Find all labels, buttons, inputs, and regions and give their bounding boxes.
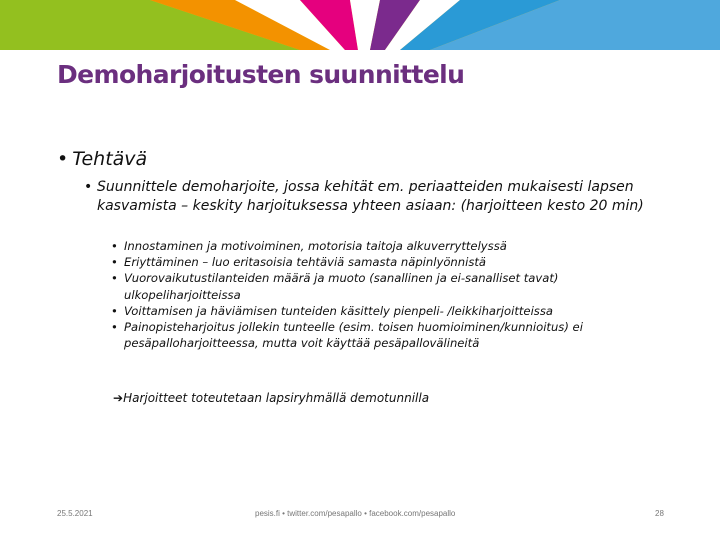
list-item-text: Eriyttäminen – luo eritasoisia tehtäviä samasta näpinlyönnistä (124, 255, 487, 270)
bullet-marker: • (111, 271, 118, 286)
footer-links: pesis.fi • twitter.com/pesapallo • facebook.com/pesapallo (255, 509, 456, 518)
bullet-marker: • (111, 239, 118, 253)
list-item (111, 238, 631, 254)
footer-date: 25.5.2021 (57, 509, 93, 518)
conclusion-text: Harjoitteet toteutetaan lapsiryhmällä demotunnilla (123, 391, 430, 405)
bullet-marker: • (84, 179, 93, 195)
bullet-level1 (57, 148, 147, 170)
list-item (111, 319, 631, 351)
list-item-text: Innostaminen ja motivoiminen, motorisia taitoja alkuverryttelyssä (124, 239, 507, 253)
list-item-text: Vuorovaikutustilanteiden määrä ja muoto (sanallinen ja ei-sanalliset tavat) ulkopeliharjoitteissa (124, 271, 559, 302)
slide-title: Demoharjoitusten suunnittelu (57, 60, 465, 89)
list-item (111, 270, 631, 302)
bullet-marker: • (57, 148, 69, 170)
arrow-right-icon: ➔ (113, 391, 124, 405)
bullet-marker: • (111, 303, 118, 318)
footer-page-number: 28 (655, 509, 664, 518)
bullet-level3-list (111, 238, 631, 351)
list-item (111, 303, 631, 319)
bullet-level1-text: Tehtävä (72, 148, 148, 170)
bullet-marker: • (111, 320, 118, 335)
bullet-level2 (84, 178, 644, 216)
bullet-marker: • (111, 255, 118, 270)
bullet-level2-text: Suunnittele demoharjoite, jossa kehität em. periaatteiden mukaisesti lapsen kasvamista – keskity harjoituksessa yhteen asiaan: (harjoitteen kesto 20 min) (97, 179, 644, 214)
list-item (111, 254, 631, 270)
conclusion-line (113, 391, 429, 405)
list-item-text: Voittamisen ja häviämisen tunteiden käsittely pienpeli- /leikkiharjoitteissa (124, 303, 553, 318)
list-item-text: Painopisteharjoitus jollekin tunteelle (esim. toisen huomioiminen/kunnioitus) ei pesäpalloharjoitteessa, mutta voit käyttää pesäpallovälineitä (124, 320, 583, 351)
